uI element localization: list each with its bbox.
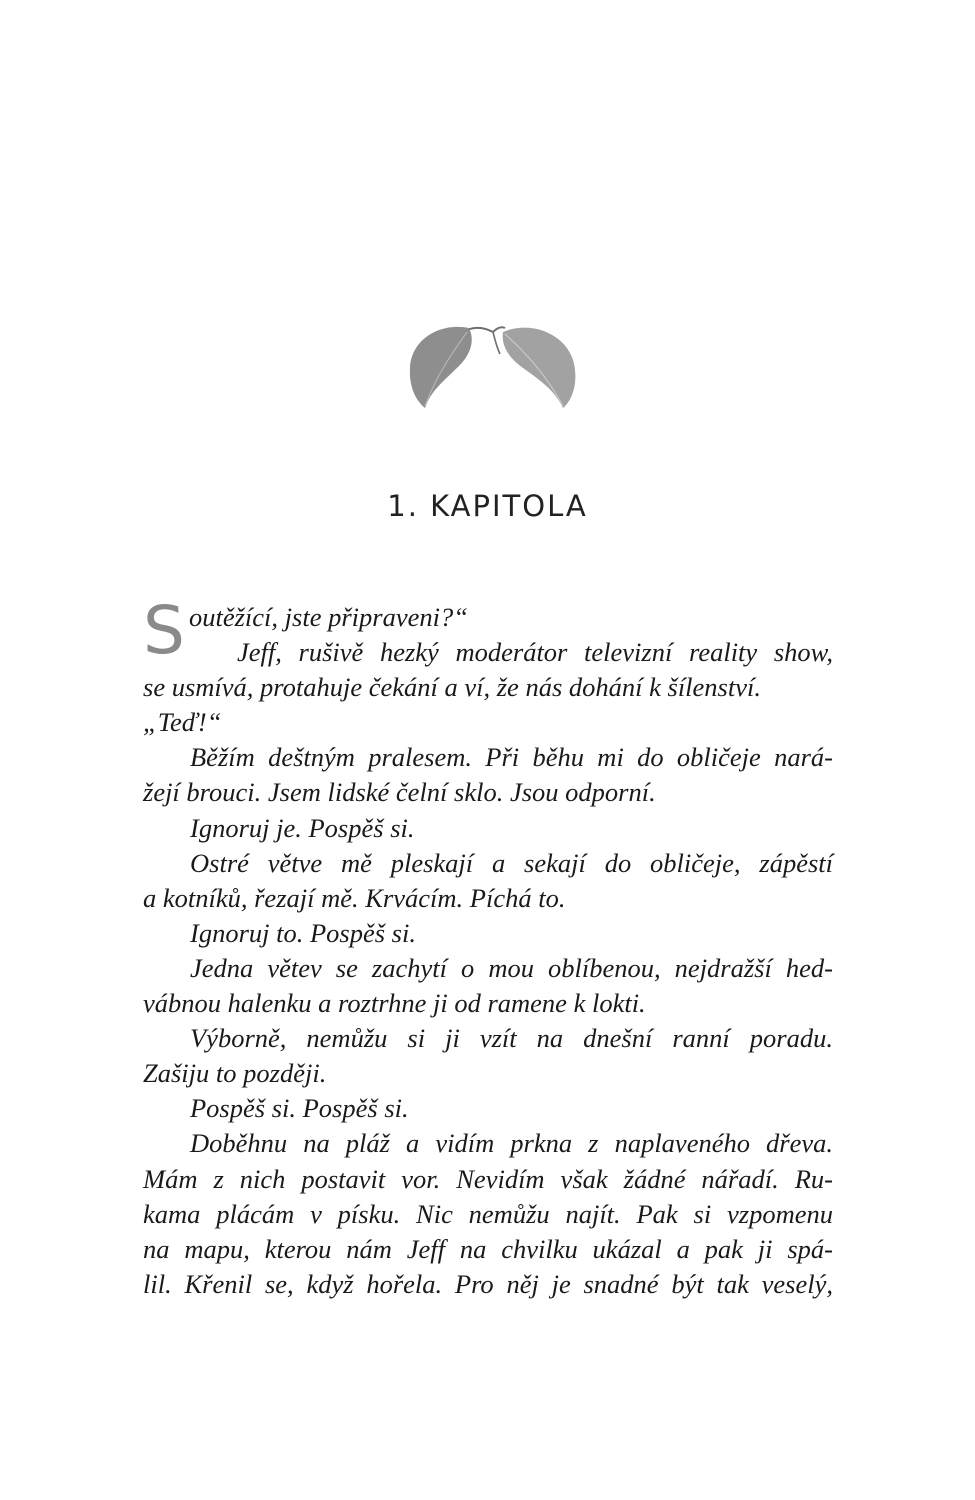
text-line: vábnou halenku a roztrhne ji od ramene k lokti.	[143, 988, 646, 1019]
chapter-body	[143, 592, 833, 1302]
text-line: Pospěš si. Pospěš si.	[190, 1093, 409, 1124]
text-line: Výborně, nemůžu si ji vzít na dnešní ranní poradu.	[190, 1023, 833, 1054]
text-line: se usmívá, protahuje čekání a ví, že nás dohání k šílenství.	[143, 672, 761, 703]
text-line: Ignoruj to. Pospěš si.	[190, 917, 416, 948]
text-line: outěžící, jste připraveni?“	[189, 602, 468, 632]
drop-cap: S	[143, 592, 185, 669]
text-line: Doběhnu na pláž a vidím prkna z naplaveného dřeva.	[190, 1128, 833, 1159]
text-line: Mám z nich postavit vor. Nevidím však žádné nářadí. Ru-	[143, 1163, 833, 1194]
text-line: lil. Křenil se, když hořela. Pro něj je snadné být tak veselý,	[143, 1268, 833, 1299]
text-line: na mapu, kterou nám Jeff na chvilku ukázal a pak ji spá-	[143, 1233, 833, 1264]
text-line: Ignoruj je. Pospěš si.	[190, 812, 415, 843]
text-line: Zašiju to později.	[143, 1058, 327, 1089]
text-line: a kotníků, řezají mě. Krvácím. Píchá to.	[143, 882, 566, 913]
text-line: Ostré větve mě pleskají a sekají do obličeje, zápěstí	[190, 847, 833, 878]
text-line: Jedna větev se zachytí o mou oblíbenou, nejdražší hed-	[190, 952, 833, 983]
text-line: žejí brouci. Jsem lidské čelní sklo. Jsou odporní.	[143, 777, 656, 808]
text-line: „Teď!“	[143, 707, 222, 738]
chapter-title: 1. KAPITOLA	[387, 489, 588, 523]
text-line: Běžím deštným pralesem. Při běhu mi do obličeje nará-	[190, 742, 833, 773]
text-line: kama plácám v písku. Nic nemůžu najít. Pak si vzpomenu	[143, 1198, 833, 1229]
text-line: Jeff, rušivě hezký moderátor televizní reality show,	[237, 637, 833, 668]
leaves-ornament-icon	[405, 318, 580, 413]
